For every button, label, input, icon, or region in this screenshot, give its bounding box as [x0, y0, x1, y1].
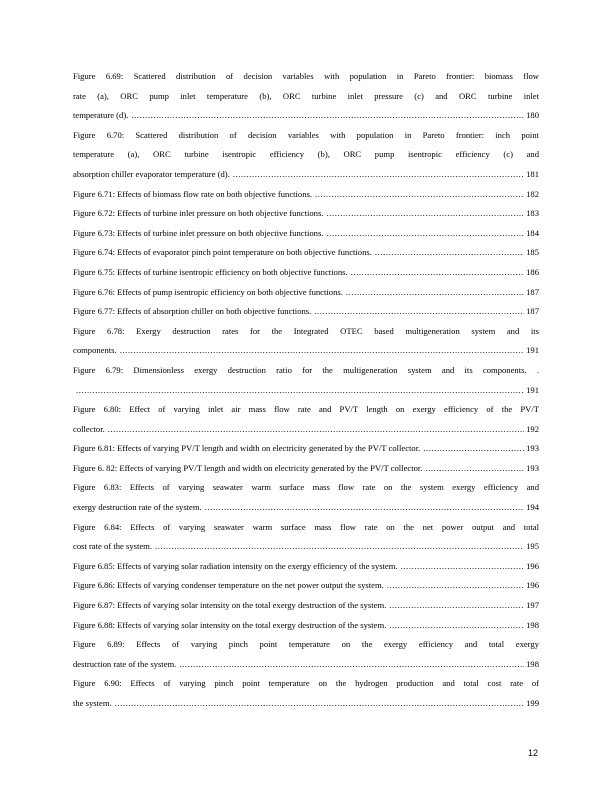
figure-caption: Effects of absorption chiller on both objective functions. — [117, 306, 312, 317]
toc-entry[interactable] — [73, 302, 539, 322]
toc-entry[interactable] — [73, 400, 539, 439]
toc-entry-leader-line — [73, 537, 539, 557]
dot-leader — [387, 576, 524, 596]
toc-entry[interactable] — [73, 518, 539, 557]
toc-entry-leader-line — [73, 185, 539, 205]
toc-entry-leader-line — [73, 243, 539, 263]
figure-label: Figure 6.79: — [73, 364, 124, 375]
dot-leader — [326, 224, 524, 244]
figure-label: Figure 6.72: — [73, 208, 116, 219]
toc-entry-line — [73, 361, 539, 381]
toc-entry-leader-line — [73, 224, 539, 244]
figure-caption: Effects of varying solar radiation intensity on the exergy efficiency of the system. — [117, 560, 398, 571]
toc-entry-line — [73, 674, 539, 694]
toc-entry[interactable] — [73, 576, 539, 596]
dot-leader — [131, 106, 524, 126]
figure-caption-end — [73, 185, 312, 205]
page-reference[interactable]: 193 — [526, 443, 539, 454]
figure-caption: Effect of varying inlet air mass flow rate and PV/T length on exergy efficiency of the PV/T — [129, 404, 539, 415]
figure-caption-end — [73, 302, 311, 322]
toc-entry[interactable] — [73, 616, 539, 636]
toc-entry-leader-line — [73, 420, 539, 440]
figure-label: Figure 6.76: — [73, 286, 116, 297]
toc-entry-leader-line — [73, 263, 539, 283]
dot-leader — [314, 302, 524, 322]
figure-caption-end — [73, 263, 348, 283]
figure-caption: Effects of varying condenser temperature on the net power output the system. — [117, 580, 384, 591]
figure-caption: Effects of varying solar intensity on the total exergy destruction of the system. — [117, 619, 387, 630]
figure-caption-end — [73, 655, 176, 675]
figure-caption: Effects of varying pinch point temperature on the hydrogen production and total cost rate of — [130, 678, 539, 689]
dot-leader — [155, 537, 524, 557]
toc-entry-leader-line — [73, 341, 539, 361]
figure-label: Figure 6.75: — [73, 266, 116, 277]
figure-caption: collector. — [73, 423, 105, 434]
toc-entry[interactable] — [73, 635, 539, 674]
toc-entry-line — [73, 400, 539, 420]
dot-leader — [179, 655, 524, 675]
toc-entry-line — [73, 126, 539, 146]
dot-leader — [120, 341, 524, 361]
figure-label: Figure 6.86: — [73, 580, 116, 591]
dot-leader — [205, 498, 524, 518]
toc-entry[interactable] — [73, 67, 539, 126]
page-reference[interactable]: 180 — [526, 110, 539, 121]
dot-leader — [351, 263, 524, 283]
toc-entry[interactable] — [73, 557, 539, 577]
toc-entry-leader-line — [73, 302, 539, 322]
dot-leader — [375, 243, 524, 263]
figure-caption-end — [73, 498, 202, 518]
dot-leader — [76, 381, 524, 401]
dot-leader — [346, 283, 524, 303]
page-reference[interactable]: 194 — [526, 502, 539, 513]
page-number: 12 — [527, 748, 538, 758]
page-reference[interactable]: 195 — [526, 541, 539, 552]
dot-leader — [389, 596, 524, 616]
toc-entry[interactable] — [73, 224, 539, 244]
page-reference[interactable]: 191 — [526, 384, 539, 395]
figure-label: Figure 6.70: — [73, 129, 125, 140]
figure-label: Figure 6.71: — [73, 188, 116, 199]
figure-caption-end — [73, 165, 230, 185]
toc-entry[interactable] — [73, 439, 539, 459]
figure-caption: Scattered distribution of decision variables with population in Pareto frontier: inch point — [135, 129, 540, 140]
toc-entry-leader-line — [73, 106, 539, 126]
figure-caption-end — [73, 557, 398, 577]
figure-label: Figure 6.87: — [73, 600, 116, 611]
figure-caption: Effects of turbine inlet pressure on both objective functions. — [117, 208, 324, 219]
dot-leader — [423, 439, 524, 459]
toc-entry-leader-line — [73, 439, 539, 459]
toc-entry-line — [73, 518, 539, 538]
toc-entry-leader-line — [73, 204, 539, 224]
figure-caption: Dimensionless exergy destruction ratio for the multigeneration system and its components. . — [133, 364, 539, 375]
dot-leader — [425, 459, 524, 479]
page-reference[interactable]: 182 — [526, 188, 539, 199]
page-reference[interactable]: 191 — [526, 345, 539, 356]
toc-entry-leader-line — [73, 165, 539, 185]
page-reference[interactable]: 196 — [526, 560, 539, 571]
toc-entry-leader-line — [73, 596, 539, 616]
toc-entry-leader-line — [73, 655, 539, 675]
toc-entry[interactable] — [73, 459, 539, 479]
figure-caption: the system. — [73, 698, 112, 708]
toc-entry-leader-line — [73, 498, 539, 518]
figure-caption-end — [73, 224, 323, 244]
toc-entry-leader-line — [73, 576, 539, 596]
figure-label: Figure 6.80: — [73, 404, 122, 415]
figure-caption-end — [73, 243, 372, 263]
figure-caption: Effects of turbine inlet pressure on both objective functions. — [117, 227, 324, 238]
page-reference[interactable]: 198 — [526, 658, 539, 669]
figure-caption: Effects of varying pinch point temperature on the exergy efficiency and total exergy — [136, 639, 539, 650]
toc-entry-leader-line — [73, 694, 539, 714]
toc-entry[interactable] — [73, 263, 539, 283]
figure-caption: Effects of evaporator pinch point temperature on both objective functions. — [117, 247, 372, 258]
figure-label: Figure 6.73: — [73, 227, 116, 238]
page-reference[interactable]: 181 — [526, 168, 539, 179]
figure-label: Figure 6.69: — [73, 71, 124, 81]
dot-leader — [401, 557, 525, 577]
figure-caption: destruction rate of the system. — [73, 658, 177, 669]
figure-caption-end — [73, 341, 117, 361]
toc-entry[interactable] — [73, 243, 539, 263]
figure-caption-end — [73, 459, 422, 479]
dot-leader — [108, 420, 524, 440]
figure-caption-end — [73, 576, 384, 596]
toc-entry[interactable] — [73, 596, 539, 616]
figure-label: Figure 6.81: — [73, 443, 116, 454]
figure-caption: Effects of varying PV/T length and width on electricity generated by the PV/T collector. — [117, 443, 421, 454]
dot-leader — [315, 185, 524, 205]
figure-caption-end — [73, 596, 386, 616]
figure-caption: Effects of biomass flow rate on both objective functions. — [117, 188, 312, 199]
figure-caption: Effects of pump isentropic efficiency on both objective functions. — [117, 286, 343, 297]
figure-caption: temperature (d). — [73, 110, 129, 121]
figure-caption: temperature (a), ORC turbine isentropic efficiency (b), ORC pump isentropic efficiency (c) and — [73, 149, 539, 160]
figure-caption: Effects of varying PV/T length and width on electricity generated by the PV/T collector. — [119, 462, 423, 473]
toc-entry[interactable] — [73, 283, 539, 303]
toc-entry[interactable] — [73, 185, 539, 205]
page-reference[interactable]: 197 — [526, 600, 539, 611]
page-reference[interactable]: 193 — [526, 462, 539, 473]
page-reference[interactable]: 183 — [526, 208, 539, 219]
page-reference[interactable]: 192 — [526, 423, 539, 434]
toc-entry-leader-line — [73, 381, 539, 401]
figure-caption-end — [73, 616, 386, 636]
figure-label: Figure 6.88: — [73, 619, 116, 630]
toc-entry-line — [73, 87, 539, 107]
figure-caption: Effects of turbine isentropic efficiency on both objective functions. — [117, 266, 348, 277]
page-reference[interactable]: 199 — [526, 698, 539, 708]
figure-caption: exergy destruction rate of the system. — [73, 502, 202, 513]
page-reference[interactable]: 184 — [526, 227, 539, 238]
figure-caption-end — [73, 106, 128, 126]
toc-entry-leader-line — [73, 557, 539, 577]
toc-entry-line — [73, 322, 539, 342]
figure-caption: Effects of varying seawater warm surface mass flow rate on the net power output and total — [130, 521, 539, 532]
page-reference[interactable]: 187 — [526, 306, 539, 317]
toc-entry-leader-line — [73, 616, 539, 636]
figure-label: Figure 6. 82: — [73, 462, 118, 473]
figure-label: Figure 6.83: — [73, 482, 122, 493]
list-of-figures — [73, 67, 539, 714]
page-reference[interactable]: 187 — [526, 286, 539, 297]
dot-leader — [233, 165, 524, 185]
page-reference[interactable]: 198 — [526, 619, 539, 630]
figure-caption: cost rate of the system. — [73, 541, 152, 552]
figure-caption: Exergy destruction rates for the Integrated OTEC based multigeneration system and its — [136, 325, 539, 336]
toc-entry-leader-line — [73, 283, 539, 303]
toc-entry[interactable] — [73, 204, 539, 224]
figure-caption: Scattered distribution of decision variables with population in Pareto frontier: biomass flow — [133, 71, 539, 81]
figure-caption: Effects of varying solar intensity on the total exergy destruction of the system. — [117, 600, 387, 611]
toc-entry[interactable] — [73, 322, 539, 361]
toc-entry-line — [73, 145, 539, 165]
dot-leader — [326, 204, 524, 224]
figure-caption: Effects of varying seawater warm surface mass flow rate on the system exergy efficiency and — [129, 482, 539, 493]
toc-entry[interactable] — [73, 674, 539, 713]
figure-caption-end — [73, 283, 343, 303]
figure-label: Figure 6.74: — [73, 247, 116, 258]
figure-label: Figure 6.89: — [73, 639, 125, 650]
toc-entry[interactable] — [73, 126, 539, 185]
toc-entry-line — [73, 478, 539, 498]
figure-caption-end — [73, 204, 323, 224]
figure-label: Figure 6.85: — [73, 560, 116, 571]
figure-caption-end — [73, 537, 152, 557]
figure-caption-end — [73, 439, 420, 459]
page-reference[interactable]: 185 — [526, 247, 539, 258]
dot-leader — [389, 616, 524, 636]
toc-entry[interactable] — [73, 478, 539, 517]
figure-caption: components. — [73, 345, 117, 356]
figure-caption: rate (a), ORC pump inlet temperature (b), ORC turbine inlet pressure (c) and ORC turbine inlet — [73, 90, 539, 101]
toc-entry-leader-line — [73, 459, 539, 479]
toc-entry[interactable] — [73, 361, 539, 400]
figure-caption-end — [73, 694, 112, 714]
page-reference[interactable]: 196 — [526, 580, 539, 591]
figure-label: Figure 6.77: — [73, 306, 116, 317]
figure-label: Figure 6.90: — [73, 678, 122, 689]
figure-caption-end — [73, 420, 105, 440]
figure-label: Figure 6.78: — [73, 325, 125, 336]
dot-leader — [115, 694, 524, 714]
page-reference[interactable]: 186 — [526, 266, 539, 277]
figure-label: Figure 6.84: — [73, 521, 122, 532]
toc-entry-line — [73, 67, 539, 87]
toc-entry-line — [73, 635, 539, 655]
figure-caption: absorption chiller evaporator temperature (d). — [73, 168, 230, 179]
